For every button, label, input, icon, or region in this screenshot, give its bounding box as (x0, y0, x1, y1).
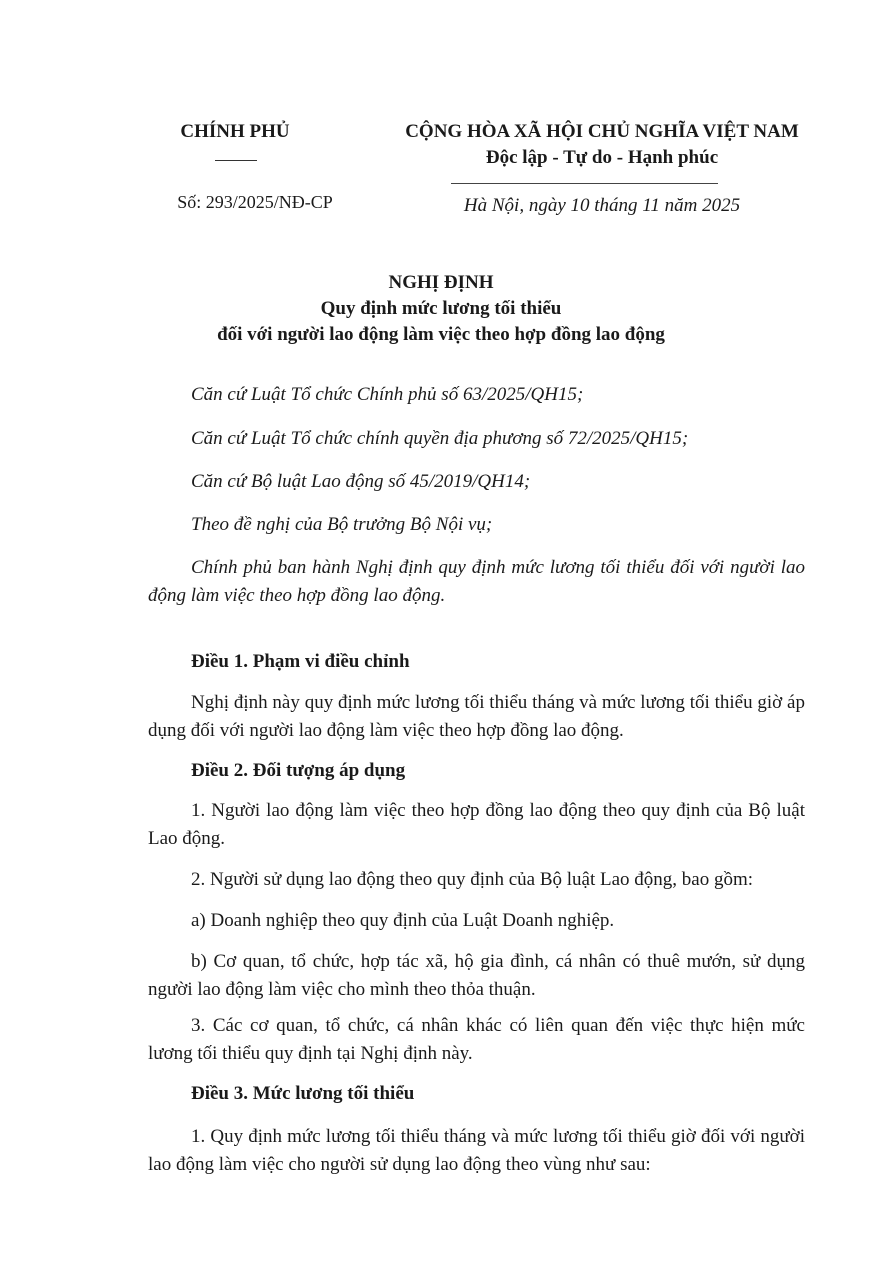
article-2-heading: Điều 2. Đối tượng áp dụng (191, 760, 406, 781)
article-1-text: Nghị định này quy định mức lương tối thiểu tháng và mức lương tối thiểu giờ áp dụng đối với người lao động làm việc theo hợp đồng lao động. (148, 692, 805, 741)
document-type: NGHỊ ĐỊNH (388, 272, 494, 293)
preamble-enactment: Chính phủ ban hành Nghị định quy định mức lương tối thiểu đối với người lao động làm việc theo hợp đồng lao động. (148, 557, 805, 606)
article-2-item-2: 2. Người sử dụng lao động theo quy định của Bộ luật Lao động, bao gồm: (191, 869, 754, 890)
national-motto: Độc lập - Tự do - Hạnh phúc (485, 147, 719, 168)
preamble-basis-1: Căn cứ Luật Tổ chức Chính phủ số 63/2025/QH15; (191, 384, 584, 405)
preamble-basis-2: Căn cứ Luật Tổ chức chính quyền địa phương số 72/2025/QH15; (191, 428, 689, 449)
article-1-heading: Điều 1. Phạm vi điều chỉnh (191, 651, 410, 672)
article-3-item-1: 1. Quy định mức lương tối thiểu tháng và mức lương tối thiểu giờ đối với người lao động làm việc cho người sử dụng lao động theo vùng như sau: (148, 1126, 805, 1175)
preamble-proposal: Theo đề nghị của Bộ trưởng Bộ Nội vụ; (191, 514, 493, 535)
document-title-line-1: Quy định mức lương tối thiểu (320, 298, 562, 319)
motto-underline (451, 183, 718, 184)
article-2-item-3: 3. Các cơ quan, tổ chức, cá nhân khác có liên quan đến việc thực hiện mức lương tối thiểu quy định tại Nghị định này. (148, 1015, 805, 1064)
issuer-underline (215, 160, 257, 161)
article-2-item-1: 1. Người lao động làm việc theo hợp đồng lao động theo quy định của Bộ luật Lao động. (148, 800, 805, 849)
country-name: CỘNG HÒA XÃ HỘI CHỦ NGHĨA VIỆT NAM (405, 121, 799, 142)
preamble-basis-3: Căn cứ Bộ luật Lao động số 45/2019/QH14; (191, 471, 531, 492)
article-2-item-2b: b) Cơ quan, tổ chức, hợp tác xã, hộ gia đình, cá nhân có thuê mướn, sử dụng người lao động làm việc cho mình theo thỏa thuận. (148, 951, 805, 1000)
issuer-name: CHÍNH PHỦ (180, 121, 290, 142)
place-and-date: Hà Nội, ngày 10 tháng 11 năm 2025 (463, 195, 741, 216)
article-3-heading: Điều 3. Mức lương tối thiểu (191, 1083, 415, 1104)
document-number: Số: 293/2025/NĐ-CP (177, 192, 333, 212)
document-title-line-2: đối với người lao động làm việc theo hợp đồng lao động (217, 324, 665, 345)
article-2-item-2a: a) Doanh nghiệp theo quy định của Luật Doanh nghiệp. (191, 910, 615, 931)
